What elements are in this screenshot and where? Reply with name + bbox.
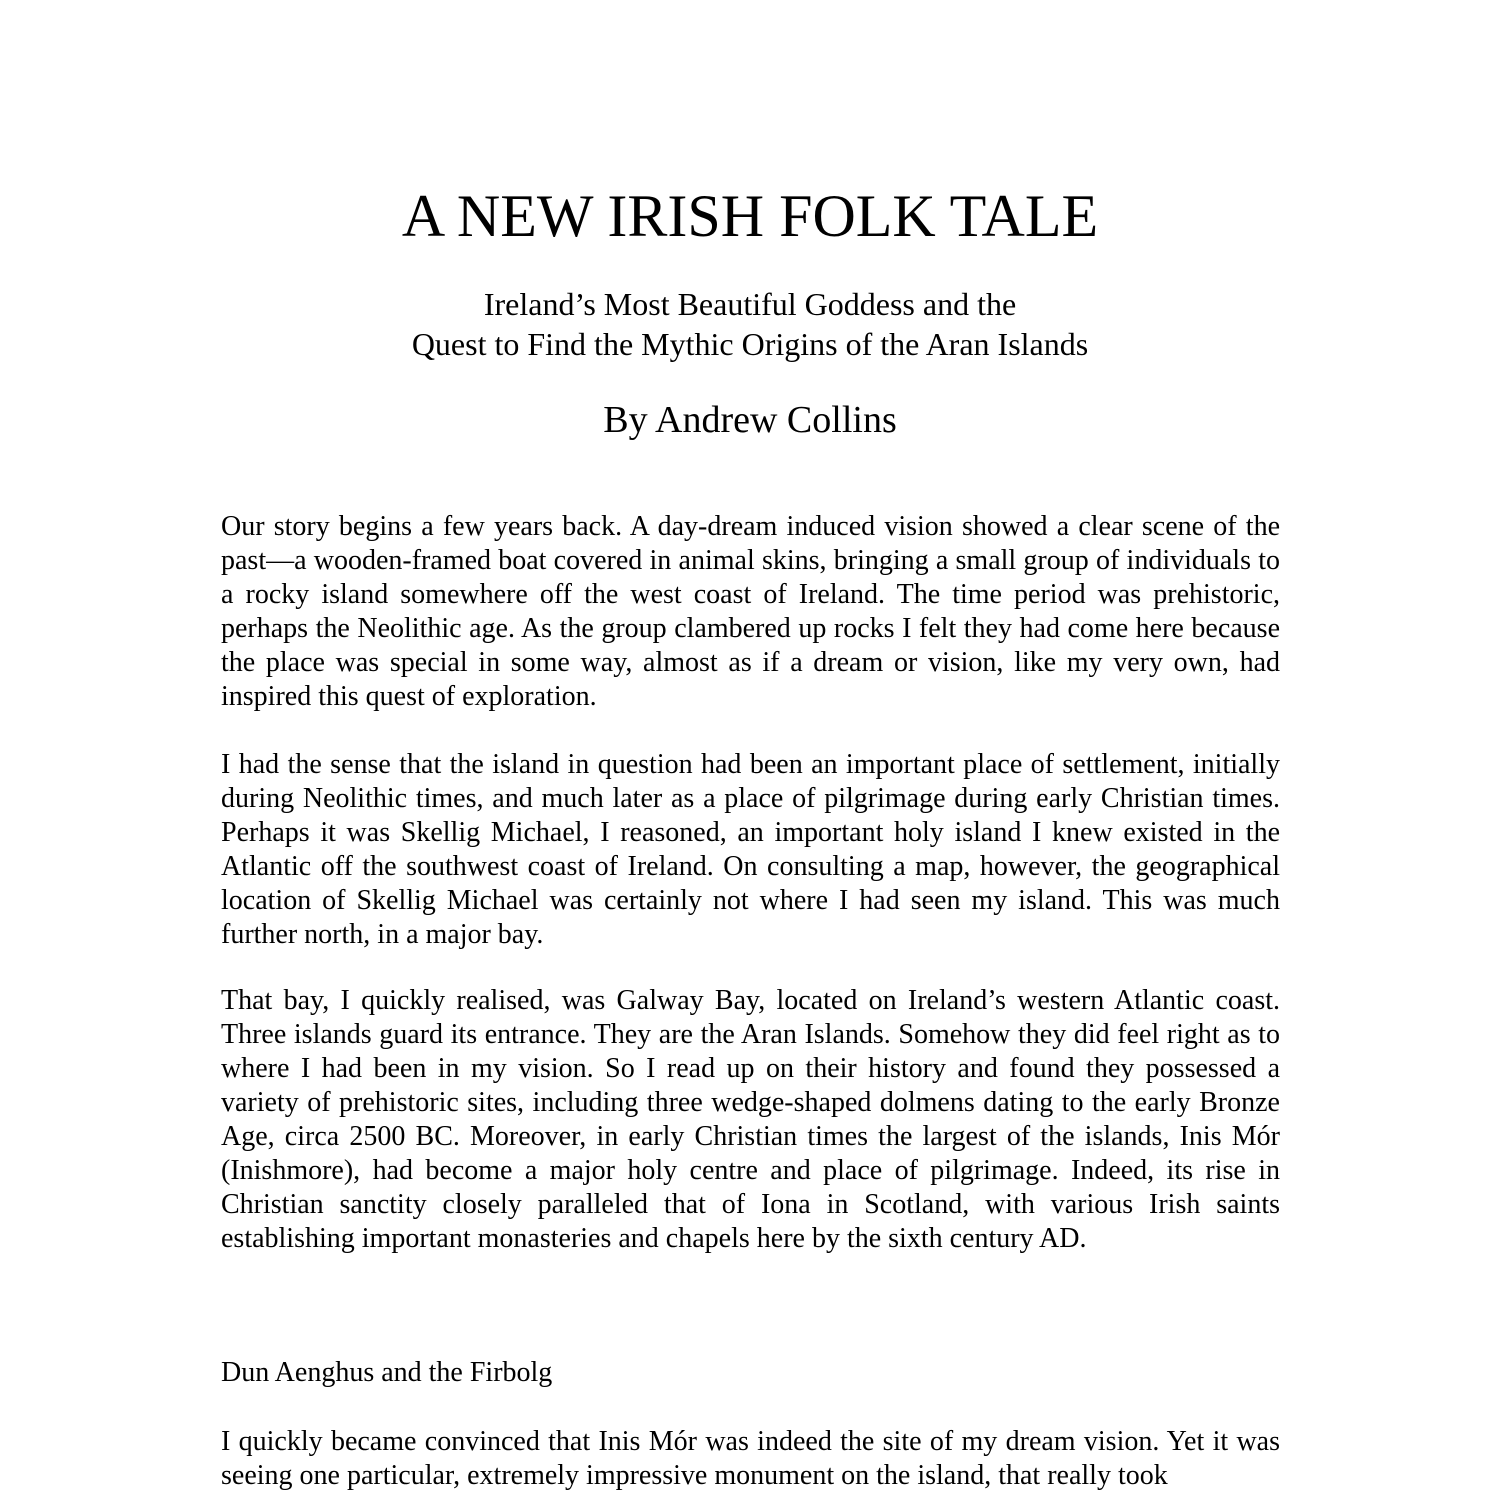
section-paragraph: I quickly became convinced that Inis Mór was indeed the site of my dream vision. Yet it was seeing one particular, extremely impressive monument on the island, that really took bbox=[221, 1426, 1280, 1491]
document-title: A NEW IRISH FOLK TALE bbox=[401, 183, 1099, 249]
body-paragraph-3: That bay, I quickly realised, was Galway Bay, located on Ireland’s western Atlantic coast. Three islands guard its entrance. They are the Aran Islands. Somehow they did feel right as to where I had been in my vision. So I read up on their history and found they possessed a variety of prehistoric sites, including three wedge-shaped dolmens dating to the early Bronze Age, circa 2500 BC. Moreover, in early Christian times the largest of the islands, Inis Mór (Inishmore), had become a major holy centre and place of pilgrimage. Indeed, its rise in Christian sanctity closely paralleled that of Iona in Scotland, with various Irish saints establishing important monasteries and chapels here by the sixth century AD. bbox=[221, 985, 1280, 1254]
subtitle-line-2: Quest to Find the Mythic Origins of the Aran Islands bbox=[411, 326, 1089, 362]
body-paragraph-1: Our story begins a few years back. A day-dream induced vision showed a clear scene of the past—a wooden-framed boat covered in animal skins, bringing a small group of individuals to a rocky island somewhere off the west coast of Ireland. The time period was prehistoric, perhaps the Neolithic age. As the group clambered up rocks I felt they had come here because the place was special in some way, almost as if a dream or vision, like my very own, had inspired this quest of exploration. bbox=[221, 511, 1280, 712]
body-paragraph-2: I had the sense that the island in question had been an important place of settlement, initially during Neolithic times, and much later as a place of pilgrimage during early Christian times. Perhaps it was Skellig Michael, I reasoned, an important holy island I knew existed in the Atlantic off the southwest coast of Ireland. On consulting a map, however, the geographical location of Skellig Michael was certainly not where I had seen my island. This was much further north, in a major bay. bbox=[221, 749, 1280, 950]
document-subtitle bbox=[0, 284, 1500, 364]
author-byline: By Andrew Collins bbox=[603, 399, 897, 441]
subtitle-line-1: Ireland’s Most Beautiful Goddess and the bbox=[483, 286, 1017, 322]
section-heading: Dun Aenghus and the Firbolg bbox=[221, 1357, 553, 1388]
